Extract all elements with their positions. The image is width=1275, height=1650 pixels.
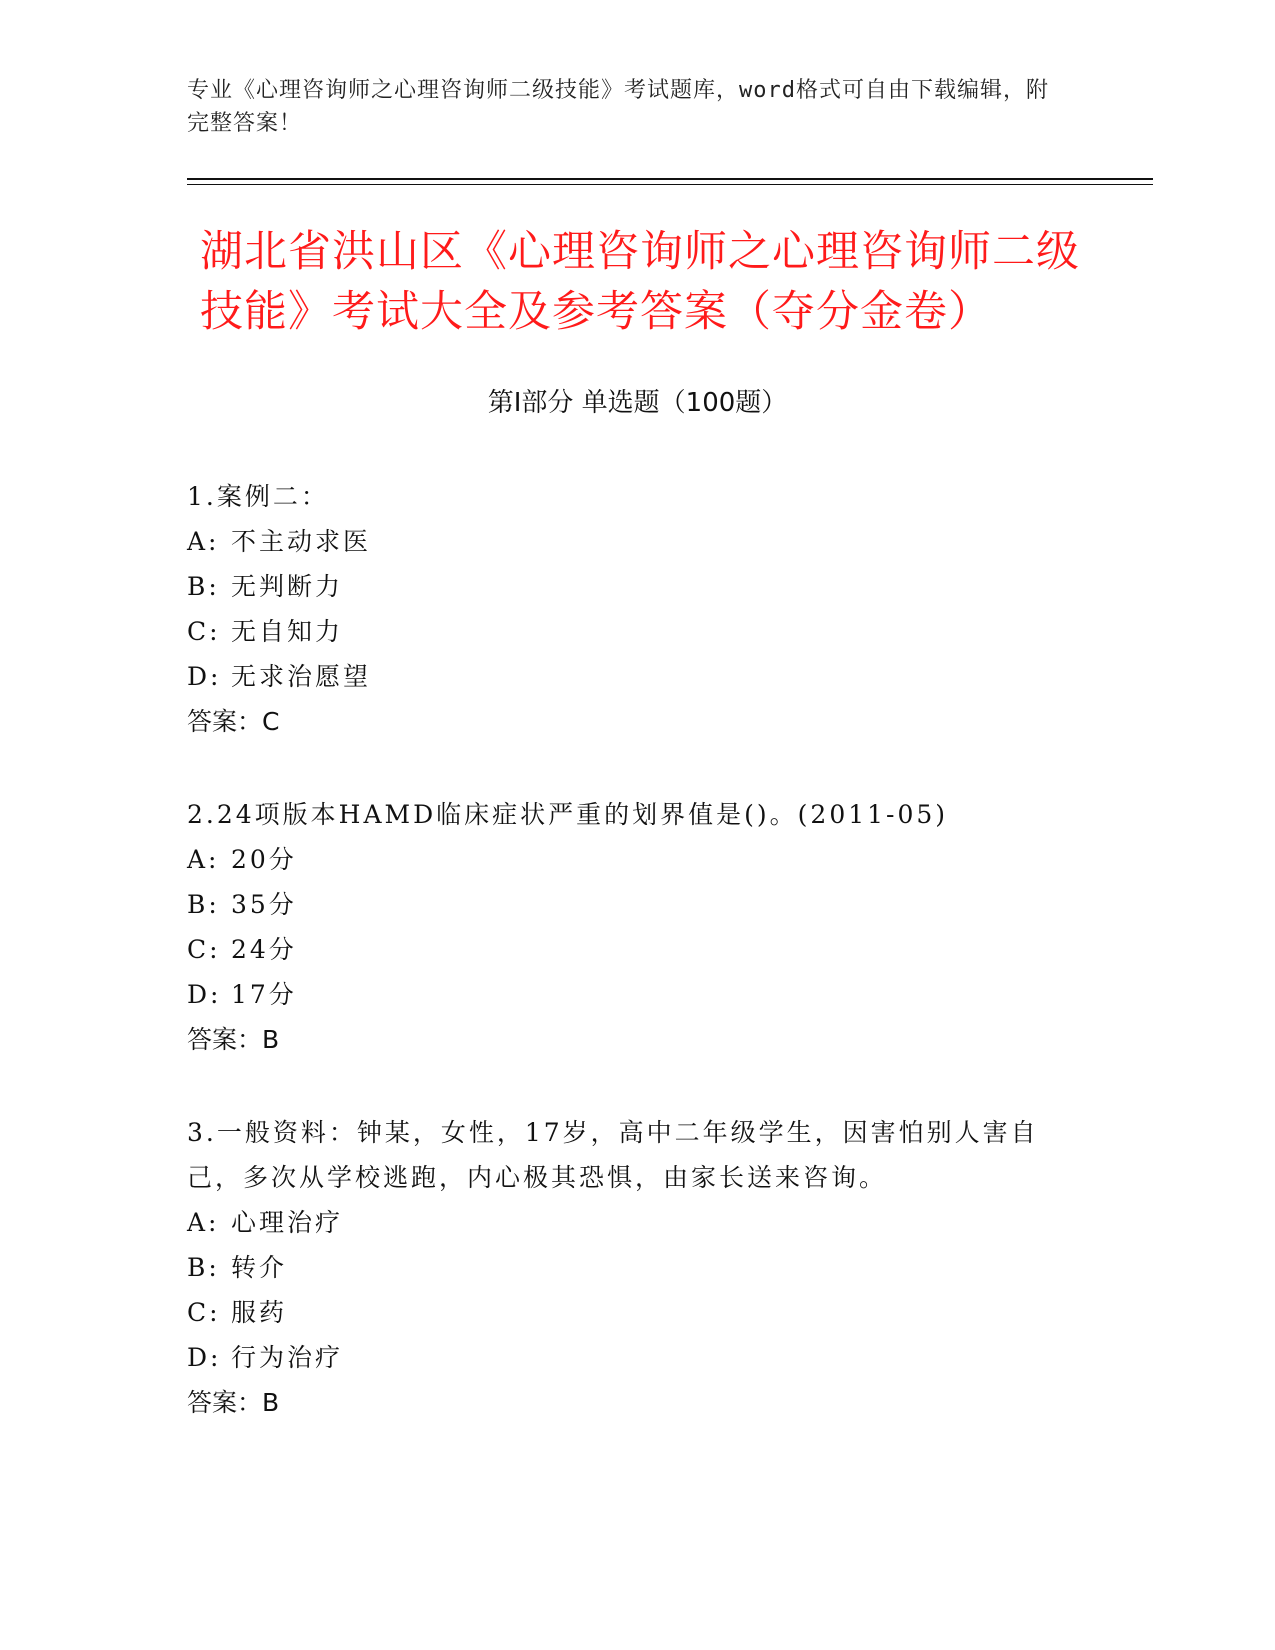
option-a (187, 519, 1067, 564)
question-1 (187, 474, 1067, 744)
question-stem: 3.一般资料：钟某，女性，17岁，高中二年级学生，因害怕别人害自己，多次从学校逃跑，内心极其恐惧，由家长送来咨询。 (187, 1118, 1039, 1192)
option-key: C: (187, 617, 221, 646)
answer-line: 答案：C (187, 707, 280, 736)
option-key: D: (187, 662, 222, 691)
option-key: A: (187, 1208, 220, 1237)
option-text: 服药 (231, 1298, 288, 1327)
answer-line: 答案：B (187, 1025, 280, 1054)
option-text: 转介 (231, 1253, 288, 1282)
option-a (187, 837, 1067, 882)
option-key: C: (187, 1298, 221, 1327)
option-key: B: (187, 1253, 220, 1282)
option-key: D: (187, 1343, 222, 1372)
option-text: 无求治愿望 (231, 662, 372, 691)
option-c (187, 927, 1067, 972)
option-text: 24分 (231, 935, 297, 964)
section-heading: 第Ⅰ部分 单选题（100题） (487, 388, 788, 418)
header-note: 专业《心理咨询师之心理咨询师二级技能》考试题库，word格式可自由下载编辑，附完整答案！ (187, 78, 1049, 136)
document-title: 湖北省洪山区《心理咨询师之心理咨询师二级技能》考试大全及参考答案（夺分金卷） (200, 227, 1080, 337)
option-key: D: (187, 980, 222, 1009)
option-key: C: (187, 935, 221, 964)
answer-line: 答案：B (187, 1388, 280, 1417)
option-d (187, 1335, 1067, 1380)
option-text: 无判断力 (231, 572, 344, 601)
header-rule-thick (187, 178, 1153, 180)
option-d (187, 654, 1067, 699)
question-stem: 1.案例二： (187, 482, 329, 511)
option-a (187, 1200, 1067, 1245)
option-b (187, 564, 1067, 609)
option-key: A: (187, 527, 220, 556)
option-b (187, 882, 1067, 927)
option-key: A: (187, 845, 220, 874)
question-list (187, 474, 1067, 1473)
option-text: 不主动求医 (231, 527, 372, 556)
option-text: 心理治疗 (231, 1208, 344, 1237)
option-c (187, 609, 1067, 654)
option-text: 35分 (231, 890, 297, 919)
question-3 (187, 1110, 1067, 1425)
option-key: B: (187, 890, 220, 919)
question-stem: 2.24项版本HAMD临床症状严重的划界值是()。(2011-05) (187, 800, 949, 829)
option-text: 无自知力 (231, 617, 344, 646)
question-2 (187, 792, 1067, 1062)
option-c (187, 1290, 1067, 1335)
option-b (187, 1245, 1067, 1290)
option-key: B: (187, 572, 220, 601)
option-text: 17分 (231, 980, 297, 1009)
header-rule-thin (187, 184, 1153, 185)
option-text: 行为治疗 (231, 1343, 344, 1372)
option-d (187, 972, 1067, 1017)
option-text: 20分 (231, 845, 297, 874)
